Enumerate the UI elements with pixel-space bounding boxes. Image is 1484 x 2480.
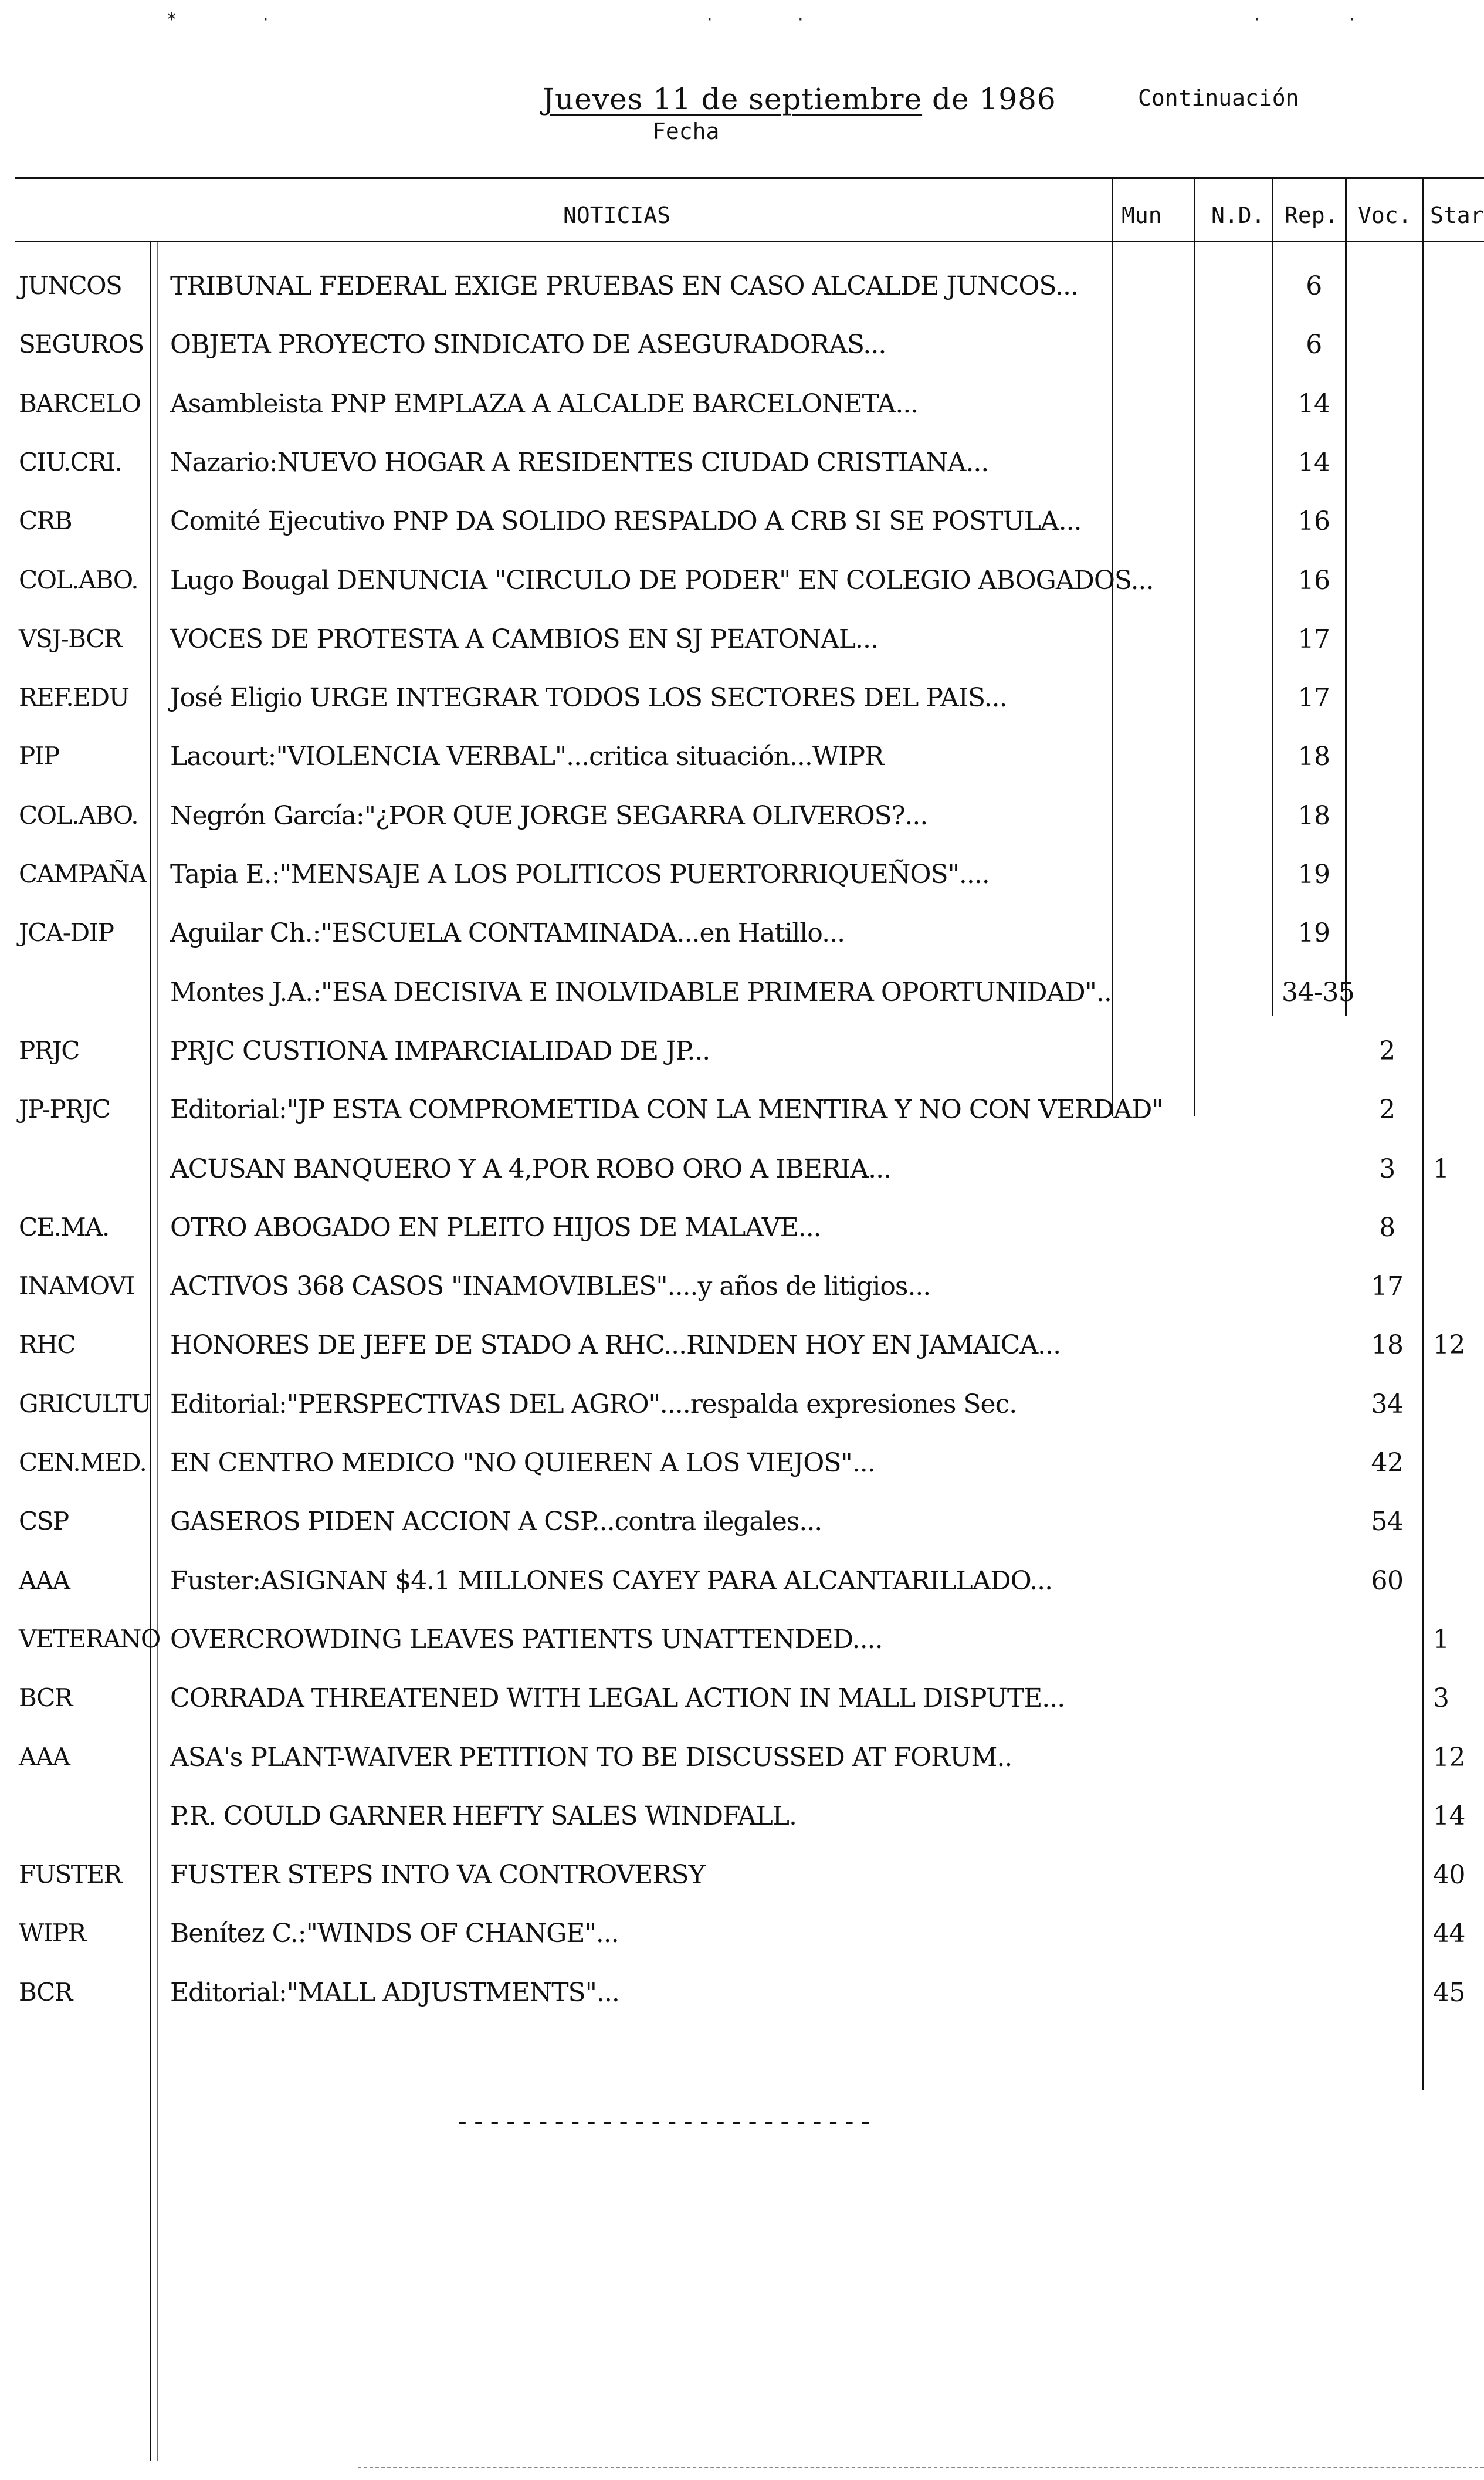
row-code: BCR: [19, 1978, 72, 2007]
table-row: [0, 977, 1484, 1036]
row-code: VSJ-BCR: [19, 624, 122, 653]
row-voc-page: 8: [1379, 1213, 1395, 1243]
table-row: [0, 860, 1484, 918]
table-row: [0, 1978, 1484, 2036]
table-row: [0, 683, 1484, 742]
row-voc-page: 2: [1379, 1095, 1395, 1125]
row-headline: Editorial:"MALL ADJUSTMENTS"...: [170, 1978, 619, 2008]
row-headline: Lacourt:"VIOLENCIA VERBAL"...critica situación...WIPR: [170, 742, 884, 772]
table-row: [0, 1036, 1484, 1095]
table-row: [0, 1801, 1484, 1860]
row-headline: ACTIVOS 368 CASOS "INAMOVIBLES"....y años de litigios...: [170, 1271, 931, 1301]
row-rep-page: 6: [1306, 330, 1322, 360]
row-star-page: 3: [1433, 1683, 1449, 1713]
row-star-page: 12: [1433, 1743, 1465, 1772]
row-star-page: 14: [1433, 1801, 1465, 1831]
row-headline: Benítez C.:"WINDS OF CHANGE"...: [170, 1919, 619, 1948]
row-code: PIP: [19, 742, 59, 770]
row-headline: Negrón García:"¿POR QUE JORGE SEGARRA OLIVEROS?...: [170, 801, 928, 831]
row-headline: OBJETA PROYECTO SINDICATO DE ASEGURADORAS...: [170, 330, 886, 360]
row-headline: P.R. COULD GARNER HEFTY SALES WINDFALL.: [170, 1801, 797, 1831]
row-code: COL.ABO.: [19, 566, 138, 594]
row-voc-page: 34: [1371, 1389, 1404, 1419]
row-code: AAA: [19, 1743, 70, 1771]
row-headline: Comité Ejecutivo PNP DA SOLIDO RESPALDO A CRB SI SE POSTULA...: [170, 506, 1082, 536]
row-code: CRB: [19, 506, 72, 535]
separator-line: --------------------------: [455, 2106, 874, 2136]
top-speck: ·: [1254, 9, 1260, 30]
row-headline: CORRADA THREATENED WITH LEGAL ACTION IN MALL DISPUTE...: [170, 1683, 1065, 1713]
row-code: AAA: [19, 1566, 70, 1595]
date-year: de 1986: [922, 82, 1056, 116]
column-header-star: Star: [1430, 202, 1484, 228]
row-rep-page: 14: [1297, 448, 1330, 478]
table-row: [0, 918, 1484, 977]
row-headline: PRJC CUSTIONA IMPARCIALIDAD DE JP...: [170, 1036, 710, 1066]
table-row: [0, 448, 1484, 506]
table-row: [0, 1271, 1484, 1330]
table-row: [0, 271, 1484, 330]
row-code: PRJC: [19, 1036, 79, 1065]
column-header-rep: Rep.: [1285, 202, 1339, 228]
row-rep-page: 19: [1297, 918, 1330, 948]
row-rep-page: 16: [1297, 566, 1330, 596]
row-code: VETERANO: [19, 1625, 160, 1653]
row-voc-page: 60: [1371, 1566, 1404, 1596]
date-underlined: Jueves 11 de septiembre: [543, 82, 923, 116]
row-code: JUNCOS: [19, 271, 122, 300]
row-code: BARCELO: [19, 389, 141, 418]
table-row: [0, 1683, 1484, 1742]
row-code: WIPR: [19, 1919, 86, 1947]
top-speck: ·: [707, 9, 713, 30]
row-rep-page: 34-35: [1282, 977, 1355, 1007]
column-header-noticias: NOTICIAS: [563, 202, 671, 228]
row-headline: Asambleista PNP EMPLAZA A ALCALDE BARCELONETA...: [170, 389, 919, 419]
row-headline: HONORES DE JEFE DE STADO A RHC...RINDEN HOY EN JAMAICA...: [170, 1330, 1061, 1360]
row-voc-page: 2: [1379, 1036, 1395, 1066]
row-rep-page: 18: [1297, 801, 1330, 831]
row-code: JCA-DIP: [19, 918, 114, 947]
bottom-dashed-rule: [358, 2467, 1484, 2469]
row-headline: Lugo Bougal DENUNCIA "CIRCULO DE PODER" EN COLEGIO ABOGADOS...: [170, 566, 1154, 596]
row-headline: Editorial:"JP ESTA COMPROMETIDA CON LA MENTIRA Y NO CON VERDAD": [170, 1095, 1163, 1125]
row-headline: Nazario:NUEVO HOGAR A RESIDENTES CIUDAD CRISTIANA...: [170, 448, 989, 478]
row-rep-page: 16: [1297, 506, 1330, 536]
table-row: [0, 330, 1484, 388]
row-star-page: 44: [1433, 1919, 1465, 1948]
table-row: [0, 1743, 1484, 1801]
date-line: [543, 82, 1056, 116]
row-voc-page: 18: [1371, 1330, 1404, 1360]
row-star-page: 40: [1433, 1860, 1465, 1890]
top-speck: ·: [798, 9, 804, 30]
table-row: [0, 742, 1484, 800]
row-code: JP-PRJC: [19, 1095, 110, 1124]
table-row: [0, 506, 1484, 565]
table-row: [0, 1389, 1484, 1448]
row-code: CEN.MED.: [19, 1448, 147, 1477]
row-code: CAMPAÑA: [19, 860, 146, 888]
row-rep-page: 6: [1306, 271, 1322, 301]
column-header-voc: Voc.: [1358, 202, 1412, 228]
table-row: [0, 1154, 1484, 1213]
row-headline: Tapia E.:"MENSAJE A LOS POLITICOS PUERTORRIQUEÑOS"....: [170, 860, 990, 889]
row-code: COL.ABO.: [19, 801, 138, 830]
row-code: INAMOVI: [19, 1271, 134, 1300]
row-headline: ACUSAN BANQUERO Y A 4,POR ROBO ORO A IBERIA...: [170, 1154, 892, 1184]
row-star-page: 1: [1433, 1625, 1449, 1655]
column-header-mun: Mun: [1122, 202, 1162, 228]
row-star-page: 1: [1433, 1154, 1449, 1184]
row-star-page: 12: [1433, 1330, 1465, 1360]
row-headline: TRIBUNAL FEDERAL EXIGE PRUEBAS EN CASO ALCALDE JUNCOS...: [170, 271, 1078, 301]
row-code: FUSTER: [19, 1860, 121, 1889]
row-headline: José Eligio URGE INTEGRAR TODOS LOS SECTORES DEL PAIS...: [170, 683, 1007, 713]
column-header-nd: N.D.: [1211, 202, 1265, 228]
table-row: [0, 1625, 1484, 1683]
table-row: [0, 389, 1484, 448]
table-row: [0, 566, 1484, 624]
row-headline: FUSTER STEPS INTO VA CONTROVERSY: [170, 1860, 705, 1890]
row-code: CE.MA.: [19, 1213, 109, 1241]
table-row: [0, 1330, 1484, 1389]
continuation-label: Continuación: [1138, 85, 1299, 111]
row-headline: VOCES DE PROTESTA A CAMBIOS EN SJ PEATONAL...: [170, 624, 879, 654]
table-row: [0, 1507, 1484, 1565]
table-row: [0, 1566, 1484, 1625]
row-rep-page: 19: [1297, 860, 1330, 889]
row-code: CIU.CRI.: [19, 448, 122, 476]
row-headline: EN CENTRO MEDICO "NO QUIEREN A LOS VIEJOS"...: [170, 1448, 875, 1478]
row-headline: OVERCROWDING LEAVES PATIENTS UNATTENDED....: [170, 1625, 883, 1655]
table-row: [0, 1919, 1484, 1977]
row-voc-page: 17: [1371, 1271, 1404, 1301]
row-star-page: 45: [1433, 1978, 1465, 2008]
table-top-rule: [15, 177, 1484, 179]
row-headline: Aguilar Ch.:"ESCUELA CONTAMINADA...en Hatillo...: [170, 918, 845, 948]
row-voc-page: 54: [1371, 1507, 1404, 1537]
row-code: REF.EDU: [19, 683, 129, 712]
top-speck: *: [167, 9, 176, 30]
row-rep-page: 14: [1297, 389, 1330, 419]
row-code: RHC: [19, 1330, 75, 1359]
row-headline: ASA's PLANT-WAIVER PETITION TO BE DISCUSSED AT FORUM..: [170, 1743, 1012, 1772]
row-code: SEGUROS: [19, 330, 144, 358]
table-row: [0, 624, 1484, 683]
row-rep-page: 17: [1297, 683, 1330, 713]
table-header-rule: [15, 241, 1484, 242]
row-headline: OTRO ABOGADO EN PLEITO HIJOS DE MALAVE...: [170, 1213, 821, 1243]
row-rep-page: 18: [1297, 742, 1330, 772]
row-headline: Montes J.A.:"ESA DECISIVA E INOLVIDABLE PRIMERA OPORTUNIDAD"..: [170, 977, 1112, 1007]
row-voc-page: 3: [1379, 1154, 1395, 1184]
row-code: GRICULTU: [19, 1389, 151, 1418]
table-row: [0, 801, 1484, 860]
table-row: [0, 1095, 1484, 1153]
date-caption: Fecha: [652, 119, 720, 144]
row-headline: Fuster:ASIGNAN $4.1 MILLONES CAYEY PARA ALCANTARILLADO...: [170, 1566, 1053, 1596]
row-code: BCR: [19, 1683, 72, 1712]
row-headline: GASEROS PIDEN ACCION A CSP...contra ilegales...: [170, 1507, 822, 1537]
row-headline: Editorial:"PERSPECTIVAS DEL AGRO"....respalda expresiones Sec.: [170, 1389, 1017, 1419]
table-row: [0, 1448, 1484, 1507]
table-row: [0, 1213, 1484, 1271]
top-speck: ·: [263, 9, 269, 30]
top-speck: ·: [1349, 9, 1355, 30]
row-code: CSP: [19, 1507, 69, 1535]
table-row: [0, 1860, 1484, 1919]
row-rep-page: 17: [1297, 624, 1330, 654]
row-voc-page: 42: [1371, 1448, 1404, 1478]
